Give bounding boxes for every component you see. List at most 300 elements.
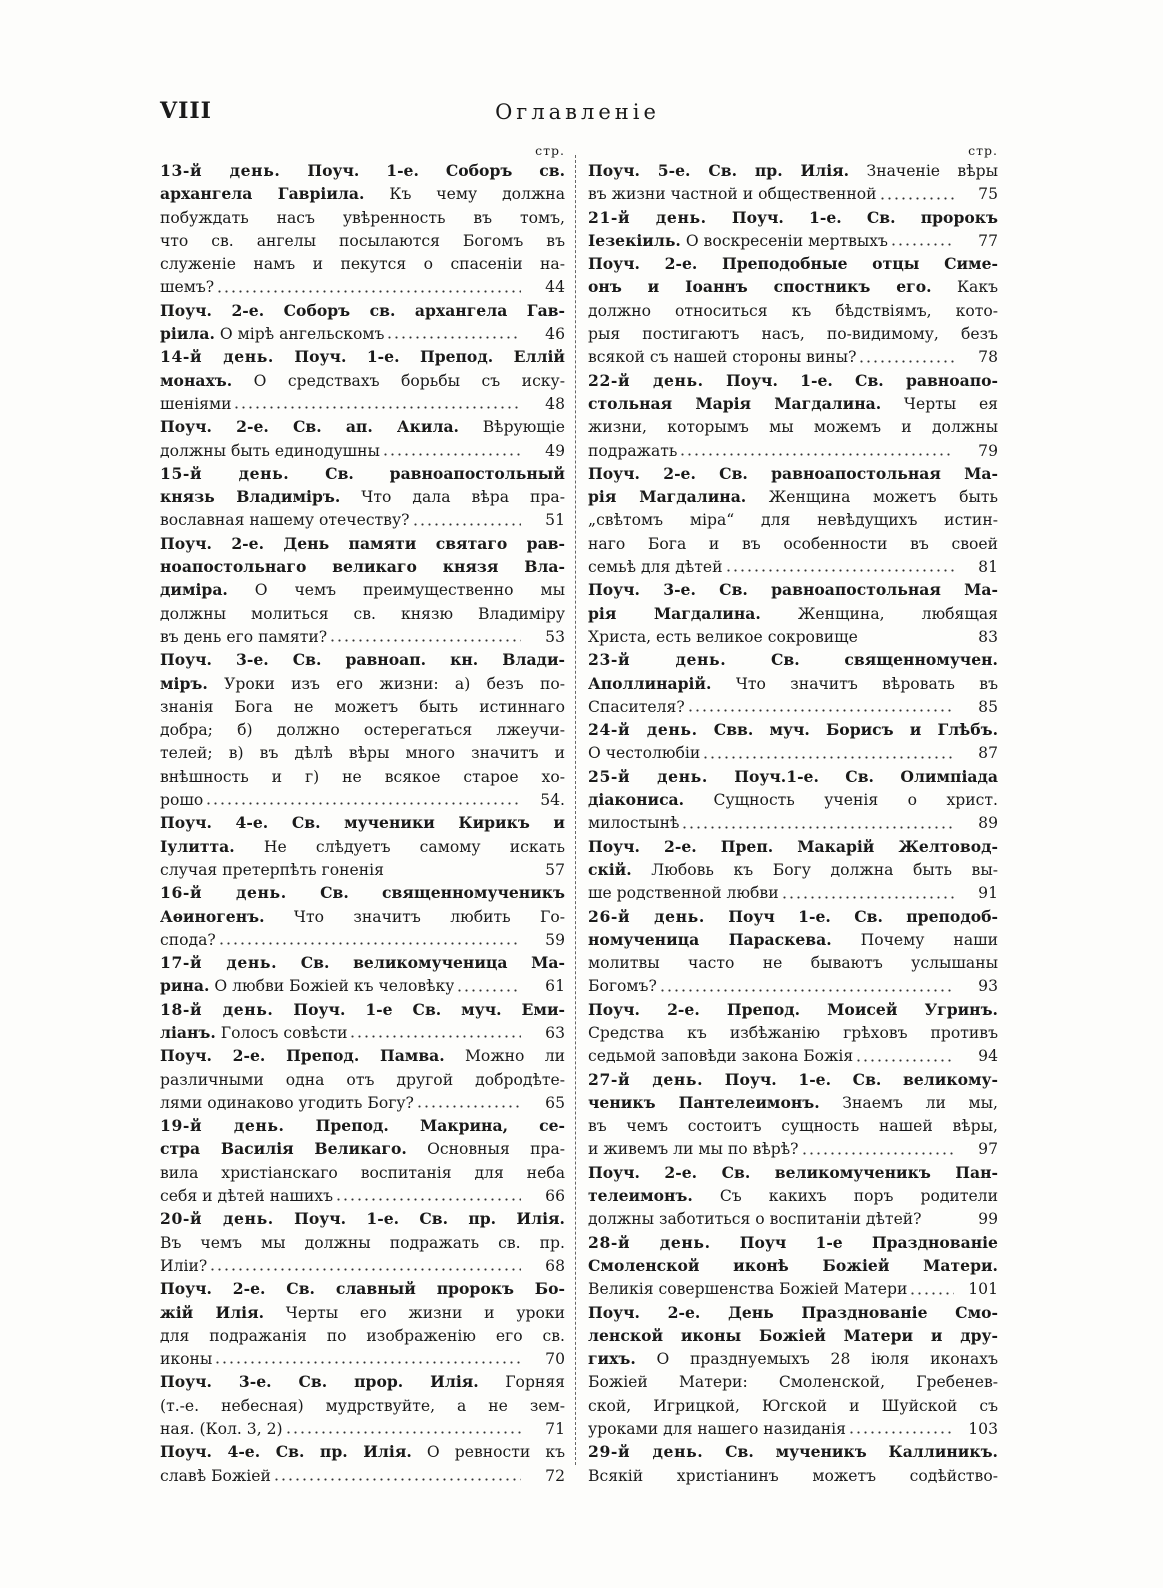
toc-entry-text: служеніе намъ и пекутся о спасеніи на-: [160, 255, 565, 274]
toc-entry-heading: Поуч. 2-е. Св. великомученикъ Пан-: [588, 1162, 998, 1182]
toc-line-text: [588, 929, 998, 952]
toc-line-text: [160, 696, 565, 719]
toc-line: [160, 509, 565, 532]
leader-dots: [879, 196, 954, 201]
toc-entry-text: случая претерпѣть гоненія: [160, 860, 384, 879]
toc-entry-text: молитвы часто не бываютъ услышаны: [588, 954, 998, 973]
toc-line: [160, 929, 565, 952]
page-ref: 77: [978, 231, 998, 250]
toc-entry-heading: 29-й день.: [588, 1442, 704, 1462]
toc-line-text: [160, 1441, 565, 1464]
toc-entry-text: что св. ангелы посылаются Богомъ въ: [160, 231, 565, 250]
toc-line: [588, 1418, 998, 1441]
toc-line: [588, 1278, 998, 1301]
toc-entry-heading: ноапостольнаго великаго князя Вла-: [160, 557, 565, 577]
toc-line-text: [588, 207, 998, 230]
toc-entry-text: должны молиться св. князю Владиміру: [160, 604, 565, 623]
toc-entry-text: Что дала вѣра пра-: [340, 488, 565, 507]
toc-entry-text: Любовь къ Богу должна быть вы-: [631, 860, 998, 879]
toc-entry-text: О воскресеніи мертвыхъ: [680, 231, 888, 250]
page-ref: 79: [978, 441, 998, 460]
toc-line: [588, 1045, 998, 1068]
toc-line: [160, 1418, 565, 1441]
toc-line-text: [160, 975, 454, 998]
toc-line-text: [160, 230, 565, 253]
toc-entry-text: добра; б) должно остерегаться лжеучи-: [160, 721, 565, 740]
toc-entry-heading: Поуч. 2-е. Препод. Памва.: [160, 1046, 445, 1066]
toc-line-text: [588, 766, 998, 789]
page-ref: 57: [545, 860, 565, 879]
toc-line: [160, 556, 565, 579]
toc-line: [588, 742, 998, 765]
toc-entry-text: въ чемъ состоитъ сущность нашей вѣры,: [588, 1117, 998, 1136]
toc-line-text: [160, 1045, 565, 1068]
toc-entry-heading: діакониса.: [588, 790, 685, 810]
toc-line: [160, 836, 565, 859]
toc-line: [160, 1325, 565, 1348]
toc-line: [588, 509, 998, 532]
toc-line: [588, 1255, 998, 1278]
toc-entry-heading: Поуч. 2-е. День памяти святаго рав-: [160, 533, 565, 553]
toc-line: [588, 579, 998, 602]
toc-line-text: [160, 579, 565, 602]
toc-line: [160, 370, 565, 393]
toc-line: [588, 160, 998, 183]
toc-line-text: [588, 719, 998, 742]
toc-line: [588, 999, 998, 1022]
toc-entry-text: шеніями: [160, 394, 232, 413]
toc-entry-heading: стра Василія Великаго.: [160, 1139, 407, 1159]
toc-line-text: [160, 1162, 565, 1185]
toc-entry-heading: 16-й день.: [160, 883, 287, 903]
toc-line-text: [588, 626, 858, 649]
leader-dots: [725, 568, 955, 573]
toc-entry-text: Черты его жизни и уроки: [264, 1303, 565, 1322]
toc-line: [588, 533, 998, 556]
toc-line-text: [160, 929, 216, 952]
toc-line-text: [588, 323, 998, 346]
toc-line-text: [160, 160, 565, 183]
toc-entry-heading: Поуч 1-е Празднованіе: [710, 1232, 998, 1252]
toc-entry-heading: Поуч. 2-е. Препод. Моисей Угринъ.: [588, 999, 998, 1019]
toc-entry-text: Что значитъ вѣровать въ: [711, 674, 998, 693]
toc-entry-heading: гихъ.: [588, 1349, 636, 1369]
page-ref: 89: [978, 814, 998, 833]
toc-entry-heading: 17-й день.: [160, 953, 278, 973]
toc-line: [588, 440, 998, 463]
toc-line-text: [588, 416, 998, 439]
toc-line-text: [160, 463, 565, 486]
page-ref: 70: [545, 1350, 565, 1369]
toc-line: [588, 323, 998, 346]
toc-line: [588, 556, 998, 579]
leader-dots: [679, 452, 954, 457]
toc-entry-heading: князь Владиміръ.: [160, 487, 341, 507]
toc-entry-heading: Св. великомученица Ма-: [277, 953, 565, 973]
toc-line: [160, 1185, 565, 1208]
toc-line: [160, 1371, 565, 1394]
toc-line-text: [160, 1138, 565, 1161]
page-ref: 48: [545, 394, 565, 413]
toc-line-text: [588, 1208, 922, 1231]
page-ref: 46: [545, 325, 565, 344]
toc-line: [160, 952, 565, 975]
toc-line-text: [588, 696, 685, 719]
toc-line: [160, 1348, 565, 1371]
toc-entry-heading: Поуч. 1-е Св. муч. Еми-: [273, 999, 565, 1019]
toc-line: [588, 393, 998, 416]
toc-column-right: [588, 142, 998, 1488]
toc-line-text: [588, 1348, 998, 1371]
toc-line-text: [160, 346, 565, 369]
toc-line-text: [588, 812, 679, 835]
toc-line-text: [160, 323, 384, 346]
toc-entry-heading: 25-й день.: [588, 766, 708, 786]
leader-dots: [702, 755, 954, 760]
toc-line-text: [588, 1092, 998, 1115]
page-ref: 54.: [540, 791, 565, 810]
toc-entry-heading: Поуч. 1-е. Соборъ св.: [280, 161, 565, 180]
toc-line: [160, 975, 565, 998]
toc-entry-text: рыя постигаютъ насъ, по-видимому, безъ: [588, 325, 998, 344]
page-ref: 87: [978, 744, 998, 763]
toc-line-text: [160, 812, 565, 835]
toc-line-text: [160, 836, 565, 859]
toc-entry-heading: Св. равноапостольный: [289, 463, 565, 483]
toc-line: [588, 346, 998, 369]
leader-dots: [681, 825, 954, 830]
toc-line: [588, 1138, 998, 1161]
toc-line: [160, 812, 565, 835]
toc-line-text: [588, 556, 723, 579]
toc-line-text: [160, 1092, 414, 1115]
toc-line-text: [588, 509, 998, 532]
toc-entry-heading: скій.: [588, 859, 632, 879]
toc-entry-text: телей; в) въ дѣлѣ вѣры много значитъ и: [160, 744, 565, 763]
page-ref: 101: [968, 1280, 998, 1299]
toc-entry-heading: Поуч. 4-е. Св. пр. Илія.: [160, 1442, 412, 1462]
toc-entry-heading: Поуч. 2-е. Св. ап. Акила.: [160, 417, 459, 437]
toc-line: [588, 603, 998, 626]
toc-line: [588, 1162, 998, 1185]
toc-entry-heading: номученица Параскева.: [588, 929, 832, 949]
toc-line-text: [588, 393, 998, 416]
toc-line-text: [160, 766, 565, 789]
toc-line-text: [588, 789, 998, 812]
toc-entry-text: ная. (Кол. 3, 2): [160, 1420, 283, 1439]
toc-line-text: [160, 1278, 565, 1301]
toc-line: [588, 1302, 998, 1325]
toc-line-text: [588, 1045, 853, 1068]
toc-line: [160, 1022, 565, 1045]
leader-dots: [858, 359, 954, 364]
toc-line: [160, 346, 565, 369]
toc-line: [160, 1138, 565, 1161]
toc-entry-text: рошо: [160, 791, 204, 810]
toc-line: [588, 253, 998, 276]
toc-entry-heading: 18-й день.: [160, 999, 274, 1019]
leader-dots: [273, 1477, 521, 1482]
toc-line-text: [160, 1022, 347, 1045]
toc-line-text: [160, 1255, 207, 1278]
toc-entry-heading: Смоленской иконѣ Божіей Матери.: [588, 1255, 998, 1275]
toc-line-text: [160, 1208, 565, 1231]
toc-entry-text: и живемъ ли мы по вѣрѣ?: [588, 1140, 799, 1159]
toc-line: [588, 486, 998, 509]
toc-line-text: [588, 975, 657, 998]
toc-entry-text: для подражанія по изображенію его св.: [160, 1326, 565, 1345]
toc-entry-text: вила христіанскаго воспитанія для неба: [160, 1163, 565, 1182]
toc-line: [588, 300, 998, 323]
toc-entry-text: славѣ Божіей: [160, 1466, 271, 1485]
toc-entry-heading: Поуч. 2-е. Св. равноапостольная Ма-: [588, 463, 998, 483]
toc-entry-heading: 20-й день.: [160, 1209, 274, 1229]
toc-line: [588, 952, 998, 975]
toc-line: [160, 160, 565, 183]
toc-column-left: [160, 142, 565, 1488]
toc-entry-heading: 15-й день.: [160, 463, 290, 483]
toc-entry-text: Всякій христіанинъ можетъ содѣйство-: [588, 1466, 998, 1485]
toc-line-text: [588, 1138, 799, 1161]
toc-entry-text: О любви Божіей къ человѣку: [209, 977, 455, 996]
toc-entry-text: ше родственной любви: [588, 884, 779, 903]
toc-line: [160, 533, 565, 556]
toc-line-text: [588, 533, 998, 556]
toc-line-text: [160, 1325, 565, 1348]
toc-entry-text: Сущность ученія о христ.: [684, 791, 998, 810]
toc-entry-heading: Поуч 1-е. Св. преподоб-: [704, 906, 998, 926]
toc-entry-heading: Св. священномученикъ: [286, 883, 565, 903]
toc-entry-text: наго Бога и въ особенности въ своей: [588, 534, 998, 553]
toc-line: [588, 673, 998, 696]
leader-dots: [349, 1034, 521, 1039]
toc-line: [588, 1185, 998, 1208]
toc-entry-text: семьѣ для дѣтей: [588, 558, 723, 577]
toc-entry-heading: телеимонъ.: [588, 1186, 693, 1206]
toc-line-text: [160, 1069, 565, 1092]
toc-entry-text: О честолюбіи: [588, 744, 701, 763]
toc-entry-heading: 28-й день.: [588, 1232, 711, 1252]
toc-line-text: [588, 882, 779, 905]
page-ref: 93: [978, 977, 998, 996]
toc-line-text: [588, 1115, 998, 1138]
toc-line-text: [588, 300, 998, 323]
toc-line: [160, 1162, 565, 1185]
leader-dots: [659, 988, 954, 993]
toc-entry-text: Что значитъ любить Го-: [264, 907, 565, 926]
toc-entry-heading: 13-й день.: [160, 161, 281, 180]
toc-entry-text: должны заботиться о воспитаніи дѣтей?: [588, 1210, 922, 1229]
toc-line: [160, 1045, 565, 1068]
toc-entry-text: Можно ли: [444, 1047, 565, 1066]
toc-entry-heading: архангела Гавріила.: [160, 184, 365, 204]
page-ref: 81: [978, 558, 998, 577]
toc-entry-heading: ріила.: [160, 324, 215, 344]
toc-entry-heading: 14-й день.: [160, 347, 274, 367]
toc-line-text: [588, 1255, 998, 1278]
leader-dots: [329, 638, 521, 643]
toc-line: [160, 1115, 565, 1138]
toc-line-text: [588, 906, 998, 929]
toc-line: [160, 603, 565, 626]
toc-line-text: [588, 370, 998, 393]
toc-line: [160, 253, 565, 276]
toc-entry-text: Съ какихъ поръ родители: [692, 1187, 998, 1206]
page-ref: 94: [978, 1047, 998, 1066]
toc-line: [160, 999, 565, 1022]
toc-line: [160, 1069, 565, 1092]
toc-entry-heading: ченикъ Пантелеимонъ.: [588, 1092, 820, 1112]
toc-line: [588, 1325, 998, 1348]
toc-line-text: [160, 626, 327, 649]
toc-entry-heading: Іезекіиль.: [588, 230, 681, 250]
toc-line: [588, 1092, 998, 1115]
toc-entry-heading: міръ.: [160, 673, 208, 693]
page-ref: 44: [545, 278, 565, 297]
toc-entry-heading: ленской иконы Божіей Матери и дру-: [588, 1325, 998, 1345]
toc-line: [160, 207, 565, 230]
toc-line-text: [160, 253, 565, 276]
toc-entry-text: Основныя пра-: [406, 1140, 565, 1159]
toc-entry-heading: Препод. Макрина, се-: [284, 1116, 565, 1136]
toc-line: [588, 463, 998, 486]
toc-line-text: [160, 1348, 212, 1371]
toc-line: [588, 370, 998, 393]
toc-entry-heading: Поуч. 3-е. Св. равноап. кн. Влади-: [160, 650, 565, 670]
toc-entry-text: жизни, которымъ мы можемъ и должны: [588, 418, 998, 437]
page-ref: 85: [978, 697, 998, 716]
toc-line: [160, 1441, 565, 1464]
toc-line: [588, 276, 998, 299]
toc-entry-heading: Поуч. 3-е. Св. прор. Илія.: [160, 1372, 479, 1392]
toc-line-text: [588, 1302, 998, 1325]
page-ref: 63: [545, 1023, 565, 1042]
toc-entry-heading: Поуч. 2-е. Св. славный пророкъ Бо-: [160, 1279, 565, 1299]
leader-dots: [687, 708, 954, 713]
toc-line-text: [160, 183, 565, 206]
toc-entry-heading: Поуч. 2-е. Преп. Макарій Желтовод-: [588, 836, 998, 856]
toc-entry-text: (т.-е. небесная) мудрствуйте, а не зем-: [160, 1396, 565, 1415]
toc-entry-text: уроками для нашего назиданія: [588, 1420, 847, 1439]
toc-entry-heading: 19-й день.: [160, 1116, 285, 1136]
toc-line: [588, 696, 998, 719]
toc-entry-text: въ жизни частной и общественной: [588, 185, 877, 204]
page-ref: 61: [545, 977, 565, 996]
leader-dots: [801, 1151, 954, 1156]
page-ref: 65: [545, 1093, 565, 1112]
toc-entry-heading: 23-й день.: [588, 650, 727, 670]
toc-entry-heading: 22-й день.: [588, 370, 704, 390]
page-ref: 78: [978, 348, 998, 367]
toc-entry-heading: Поуч. 1-е. Препод. Еллій: [273, 347, 565, 367]
toc-line-text: [588, 649, 998, 672]
leader-dots: [909, 1291, 954, 1296]
toc-entry-text: Женщина можетъ быть: [746, 488, 998, 507]
page-ref: 83: [978, 627, 998, 646]
toc-entry-heading: Поуч. 1-е. Св. великому-: [703, 1069, 998, 1089]
toc-line: [588, 1208, 998, 1231]
toc-line-text: [160, 719, 565, 742]
toc-entry-text: Не слѣдуетъ самому искать: [234, 837, 565, 856]
toc-entry-text: побуждать насъ увѣренность въ томъ,: [160, 208, 565, 227]
toc-line-text: [588, 1418, 846, 1441]
page-ref: 51: [545, 511, 565, 530]
toc-entry-text: Богомъ?: [588, 977, 657, 996]
toc-line: [588, 882, 998, 905]
toc-line: [160, 393, 565, 416]
toc-line-text: [160, 207, 565, 230]
toc-line: [160, 440, 565, 463]
page-number: VIII: [160, 98, 212, 124]
leader-dots: [205, 801, 521, 806]
toc-line: [588, 416, 998, 439]
toc-line-text: [588, 183, 877, 206]
toc-entry-text: лями одинаково угодить Богу?: [160, 1093, 414, 1112]
toc-entry-text: Средства къ избѣжанію грѣховъ противъ: [588, 1023, 998, 1042]
toc-entry-heading: Іулитта.: [160, 836, 235, 856]
toc-line-text: [160, 952, 565, 975]
toc-entry-text: Спасителя?: [588, 697, 685, 716]
leader-dots: [209, 1267, 521, 1272]
toc-line-text: [160, 486, 565, 509]
page-column-label: стр.: [968, 143, 998, 158]
toc-line: [160, 1232, 565, 1255]
toc-line-text: [588, 276, 998, 299]
toc-line-text: [588, 1185, 998, 1208]
toc-line-text: [160, 533, 565, 556]
toc-line: [588, 975, 998, 998]
toc-entry-text: себя и дѣтей нашихъ: [160, 1187, 334, 1206]
toc-entry-heading: стольная Марія Магдалина.: [588, 393, 882, 413]
toc-line: [588, 207, 998, 230]
toc-line: [160, 579, 565, 602]
toc-entry-heading: онъ и Іоаннъ спостникъ его.: [588, 277, 932, 297]
toc-line: [160, 859, 565, 882]
toc-entry-heading: Св. мученикъ Каллиникъ.: [703, 1442, 998, 1462]
page-ref: 53: [545, 627, 565, 646]
page-ref: 49: [545, 441, 565, 460]
toc-entry-text: шемъ?: [160, 278, 215, 297]
toc-line-text: [160, 1465, 271, 1488]
toc-line-text: [160, 440, 380, 463]
toc-entry-heading: Аѳиногенъ.: [160, 906, 265, 926]
toc-entry-heading: Поуч. 1-е. Св. пророкъ: [706, 207, 998, 227]
leader-dots: [386, 335, 521, 340]
toc-line: [160, 276, 565, 299]
toc-line-text: [160, 649, 565, 672]
toc-entry-heading: Поуч. 2-е. Соборъ св. архангела Гав-: [160, 300, 565, 320]
toc-line: [160, 906, 565, 929]
toc-line: [160, 1255, 565, 1278]
toc-entry-heading: монахъ.: [160, 370, 233, 390]
toc-line-text: [160, 742, 565, 765]
toc-line-text: [588, 859, 998, 882]
toc-line-text: [160, 906, 565, 929]
leader-dots: [216, 289, 521, 294]
toc-line: [160, 1092, 565, 1115]
toc-entry-heading: Поуч. 1-е. Св. равноапо-: [703, 370, 998, 390]
toc-line-text: [160, 789, 203, 812]
toc-line: [160, 673, 565, 696]
toc-line-text: [588, 1325, 998, 1348]
page-ref: 72: [545, 1466, 565, 1485]
toc-entry-heading: Поуч. 1-е. Св. пр. Илія.: [273, 1209, 565, 1229]
toc-entry-heading: рія Магдалина.: [588, 487, 747, 507]
toc-line: [588, 1348, 998, 1371]
toc-line-text: [160, 1185, 333, 1208]
toc-line: [160, 323, 565, 346]
toc-lines-left: [160, 160, 565, 1488]
